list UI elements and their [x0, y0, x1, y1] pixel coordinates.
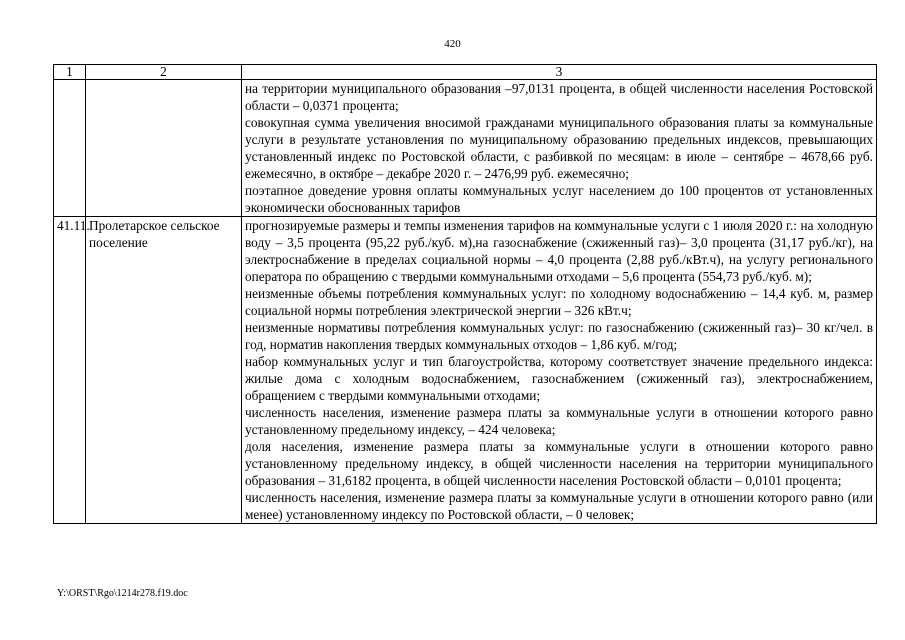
detail-paragraph: прогнозируемые размеры и темпы изменения тарифов на коммунальные услуги с 1 июля 2020 г.: на холодную воду – 3,5 процента (95,22 руб./куб. м),на газоснабжение (сжиженный газ)– 3,0 процента (31,17 руб./кг), на электроснабжение в пределах социальной нормы – 4,0 процента (2,88 руб./кВт.ч), на услугу регионального оператора по обращению с твердыми коммунальными отходами – 5,6 процента (554,73 руб./куб. м);: [245, 218, 873, 284]
detail-paragraph: доля населения, изменение размера платы за коммунальные услуги в отношении которого равно установленному предельному индексу, в общей численности населения на территории муниципального образования – 31,6182 процента, в общей численности населения Ростовской области – 0,0101 процента;: [245, 439, 873, 488]
detail-paragraph: неизменные объемы потребления коммунальных услуг: по холодному водоснабжению – 14,4 куб. м, размер социальной нормы потребления электрической энергии – 326 кВт.ч;: [245, 286, 873, 318]
header-col-2: 2: [86, 65, 242, 80]
detail-paragraph: на территории муниципального образования –97,0131 процента, в общей численности населения Ростовской области – 0,0371 процента;: [245, 81, 873, 113]
page-number: 420: [444, 38, 461, 50]
file-path-footer: Y:\ORST\Rgo\1214r278.f19.doc: [57, 588, 188, 599]
header-col-1: 1: [54, 65, 86, 80]
table-row-continuation: [54, 80, 877, 217]
detail-paragraph: совокупная сумма увеличения вносимой гражданами муниципального образования платы за коммунальные услуги в результате установления по муниципальному образованию предельных индексов, превышающих установленный индекс по Ростовской области, с разбивкой по месяцам: в июле – сентябре – 4678,66 руб. ежемесячно, в октябре – декабре 2020 г. – 2476,99 руб. ежемесячно;: [245, 115, 873, 181]
detail-paragraph: численность населения, изменение размера платы за коммунальные услуги в отношении которого равно (или менее) установленному индексу по Ростовской области, – 0 человек;: [245, 490, 873, 522]
table-row-41-11: [54, 217, 877, 524]
detail-paragraph: поэтапное доведение уровня оплаты коммунальных услуг населением до 100 процентов от установленных экономически обоснованных тарифов: [245, 183, 873, 215]
detail-paragraph: набор коммунальных услуг и тип благоустройства, которому соответствует значение предельного индекса: жилые дома с холодным водоснабжением, газоснабжением (сжиженный газ), электроснабжением, обращением с твердыми коммунальными отходами;: [245, 354, 873, 403]
row-number: [54, 80, 86, 217]
row-details: [242, 80, 877, 217]
table-header-row: [54, 65, 877, 80]
detail-paragraph: неизменные нормативы потребления коммунальных услуг: по газоснабжению (сжиженный газ)– 30 кг/чел. в год, норматив накопления твердых коммунальных отходов – 1,86 куб. м/год;: [245, 320, 873, 352]
detail-paragraph: численность населения, изменение размера платы за коммунальные услуги в отношении которого равно установленному предельному индексу, – 424 человека;: [245, 405, 873, 437]
row-municipality: Пролетарское сельское поселение: [86, 217, 242, 524]
row-details: [242, 217, 877, 524]
row-number: 41.11.: [54, 217, 86, 524]
document-table: [53, 64, 877, 524]
header-col-3: 3: [242, 65, 877, 80]
row-municipality: [86, 80, 242, 217]
